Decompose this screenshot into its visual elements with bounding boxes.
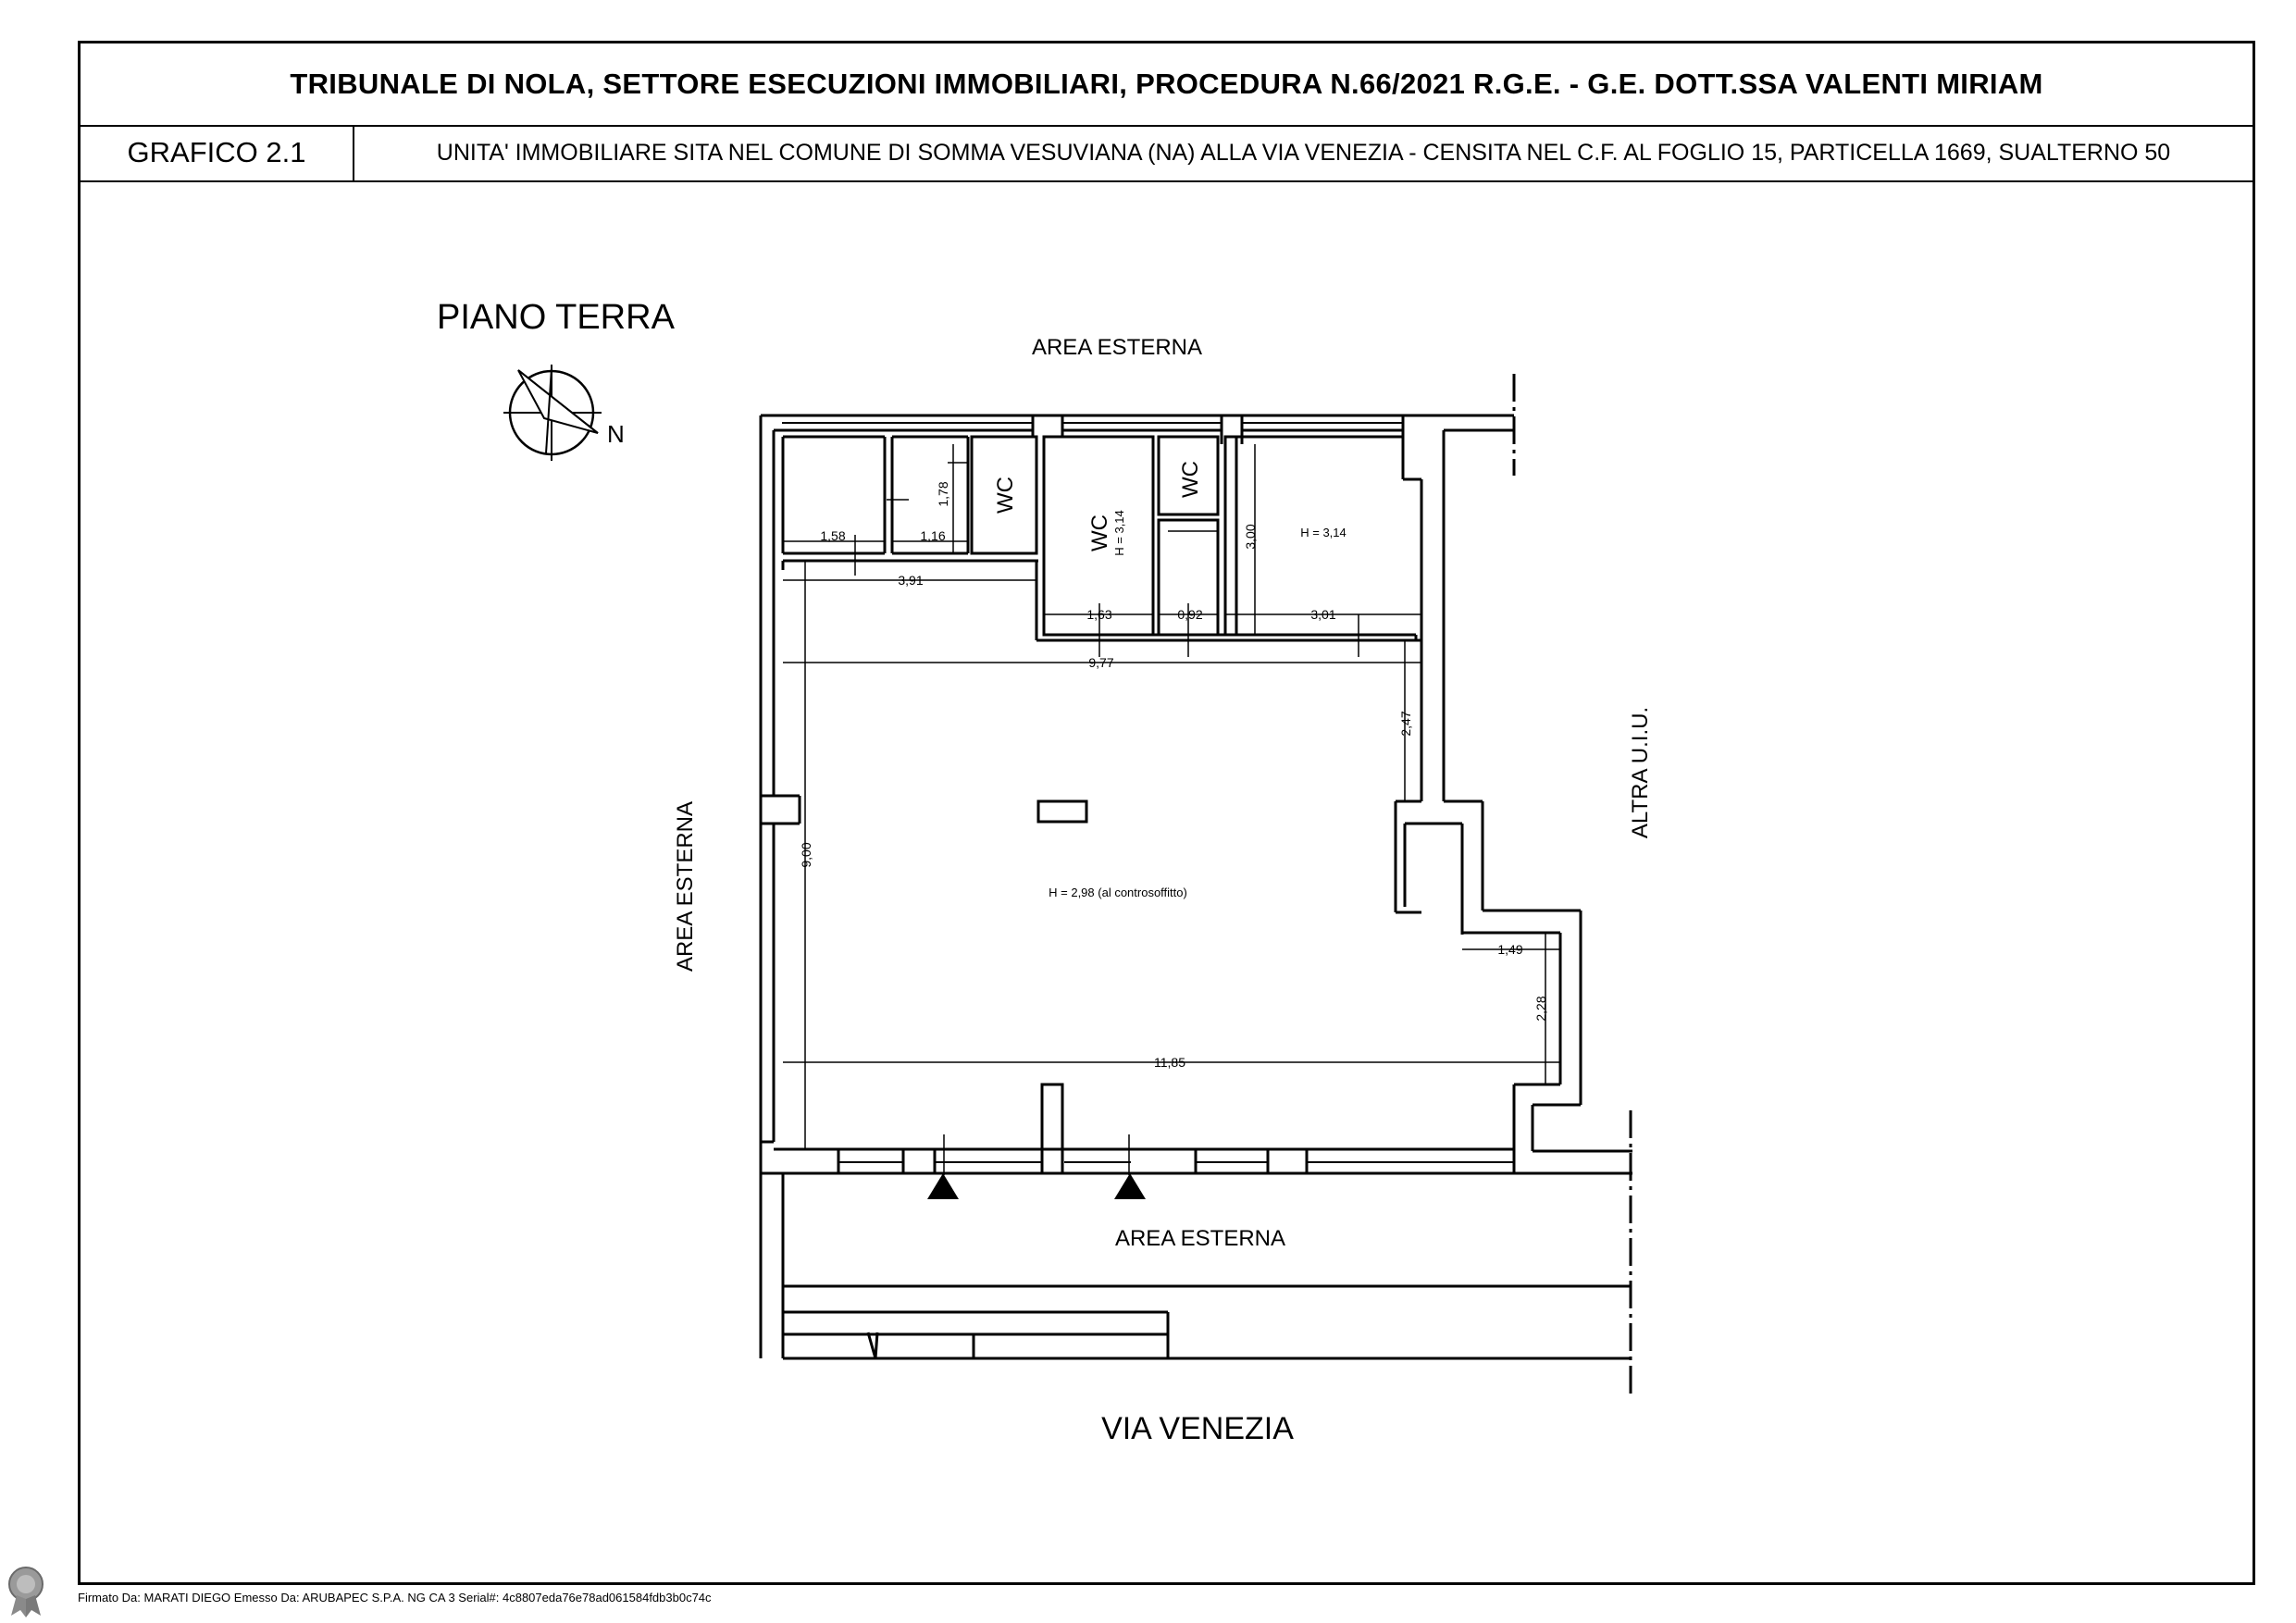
- area-bottom-label: AREA ESTERNA: [1114, 1226, 1286, 1251]
- dim-300: 3,00: [1243, 524, 1258, 550]
- signature-footer: Firmato Da: MARATI DIEGO Emesso Da: ARUBAPEC S.P.A. NG CA 3 Serial#: 4c8807eda76e78ad061584fdb3b0c74c: [78, 1591, 712, 1604]
- area-top-label: AREA ESTERNA: [1031, 335, 1203, 360]
- dimension-labels: [799, 481, 1548, 1070]
- wc-3-label: WC: [1178, 461, 1203, 498]
- dim-092: 0,92: [1177, 607, 1203, 622]
- dim-391: 3,91: [898, 573, 924, 588]
- dim-247: 2,47: [1398, 711, 1413, 737]
- floor-title: PIANO TERRA: [437, 298, 675, 337]
- dim-1185: 11,85: [1154, 1055, 1185, 1070]
- dim-228: 2,28: [1533, 996, 1548, 1022]
- entrance-arrow-icon: [1114, 1173, 1146, 1199]
- dim-977: 9,77: [1088, 655, 1114, 670]
- dim-900: 9,00: [799, 842, 813, 868]
- room-height-label: H = 3,14: [1300, 526, 1347, 539]
- document-title: TRIBUNALE DI NOLA, SETTORE ESECUZIONI IMMOBILIARI, PROCEDURA N.66/2021 R.G.E. - G.E. DOTT.SSA VALENTI MIRIAM: [290, 68, 2043, 100]
- dim-163: 1,63: [1086, 607, 1112, 622]
- dim-116: 1,16: [920, 528, 946, 543]
- street-label: VIA VENEZIA: [1101, 1411, 1294, 1446]
- internal-partitions: [783, 437, 1421, 822]
- graphic-label: GRAFICO 2.1: [81, 125, 354, 180]
- area-left-label: AREA ESTERNA: [673, 800, 698, 973]
- dim-301: 3,01: [1310, 607, 1336, 622]
- dim-158: 1,58: [820, 528, 846, 543]
- main-height-label: H = 2,98 (al controsoffitto): [1049, 886, 1187, 899]
- area-right-label: ALTRA U.I.U.: [1628, 706, 1653, 839]
- digital-signature-seal-icon: [6, 1564, 46, 1619]
- wc-2-height: H = 3,14: [1112, 510, 1126, 556]
- north-label: N: [607, 420, 625, 448]
- north-arrow-icon: [503, 365, 625, 461]
- entrance-arrow-icon: [927, 1173, 959, 1199]
- dim-149: 1,49: [1497, 942, 1523, 957]
- wc-1-label: WC: [993, 477, 1018, 514]
- dim-178: 1,78: [936, 481, 950, 507]
- wc-2-label: WC: [1087, 514, 1112, 551]
- property-description: UNITA' IMMOBILIARE SITA NEL COMUNE DI SOMMA VESUVIANA (NA) ALLA VIA VENEZIA - CENSITA NEL C.F. AL FOGLIO 15, PARTICELLA 1669, SUALTERNO 50: [436, 139, 2171, 166]
